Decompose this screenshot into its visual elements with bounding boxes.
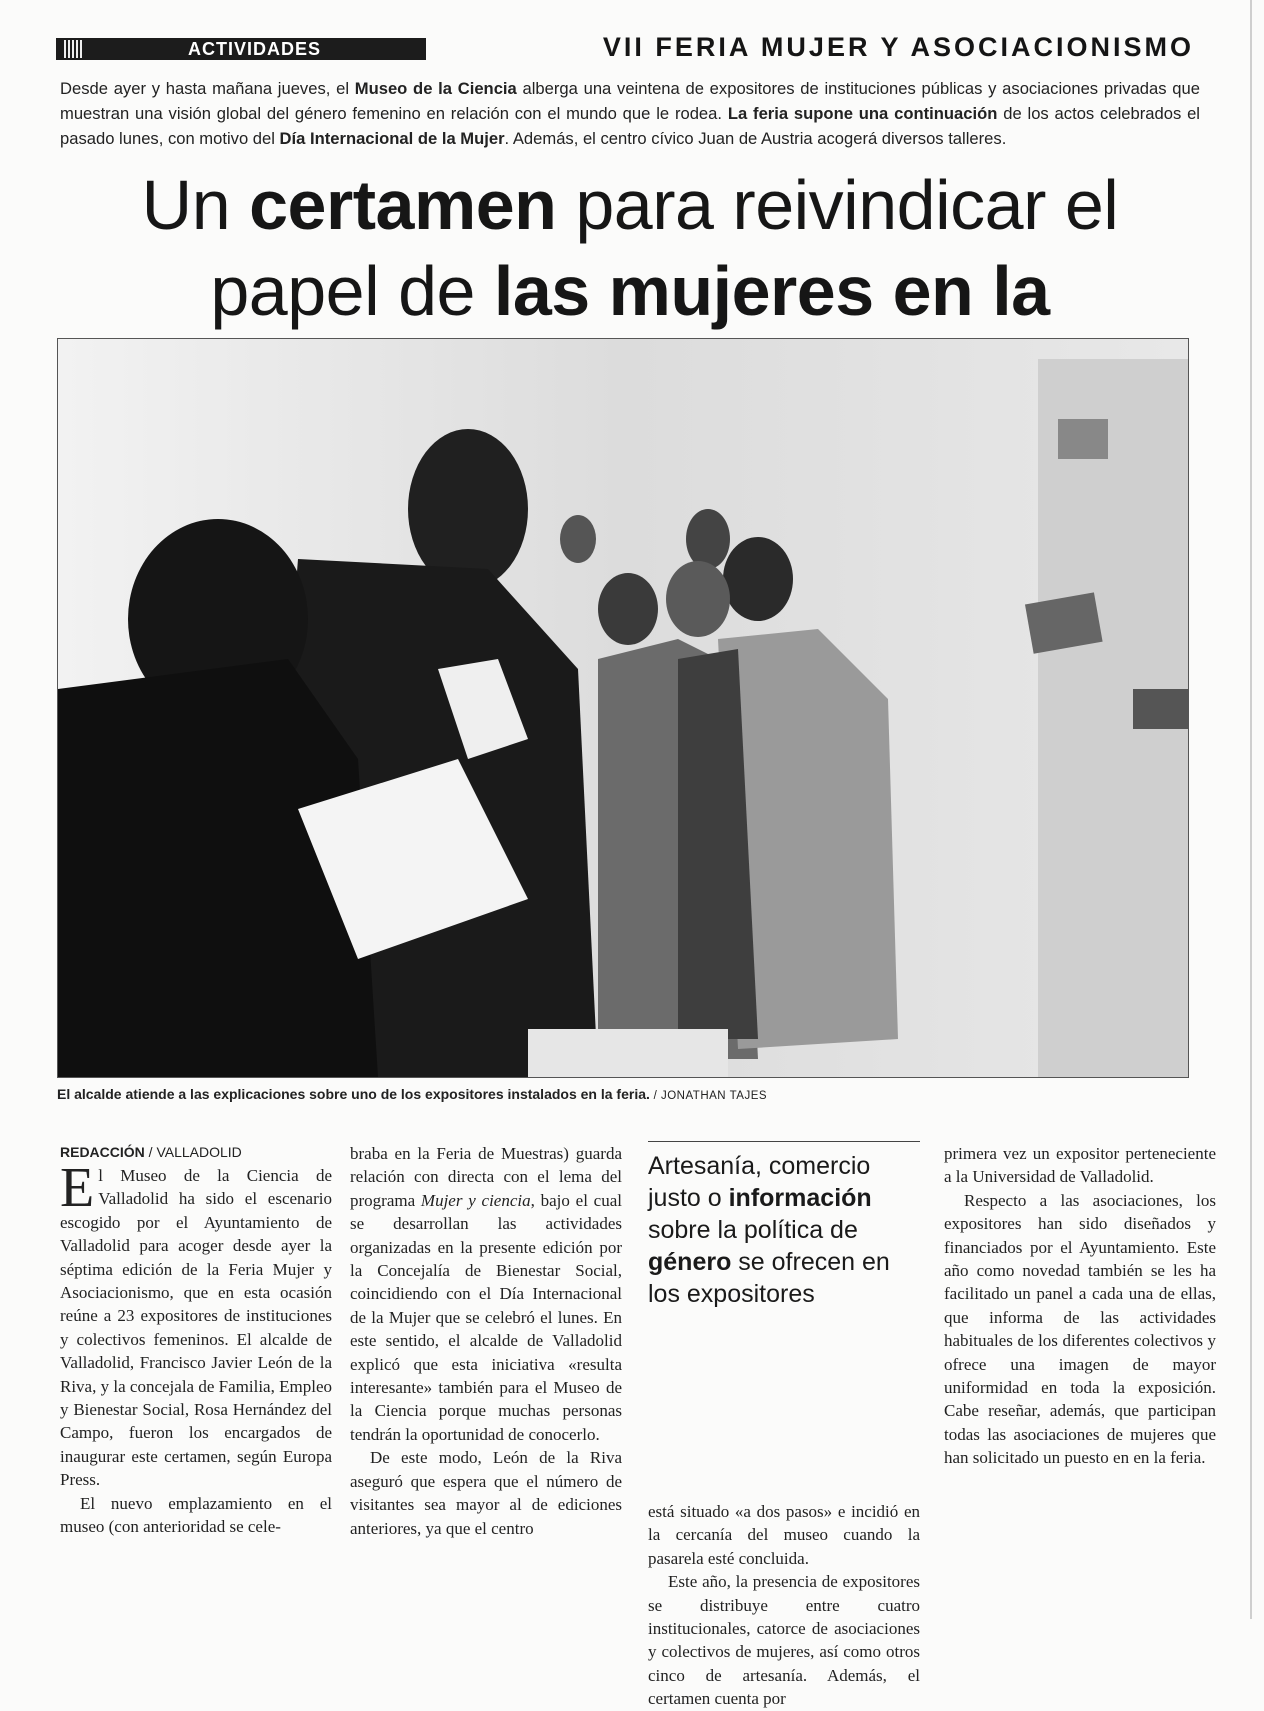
pullquote-bold: género (648, 1248, 732, 1276)
body-paragraph (60, 1157, 332, 1492)
headline-bold: las mujeres en la (493, 252, 1050, 330)
dek-text: . Además, el centro cívico Juan de Austria acogerá diversos talleres. (504, 129, 1007, 148)
program-name: Mujer y ciencia (420, 1190, 531, 1210)
pull-quote (648, 1141, 920, 1310)
pullquote-text: se ofrecen en los expositores (648, 1248, 890, 1308)
news-photo (57, 338, 1189, 1078)
body-text: l Museo de la Ciencia de Valladolid ha sido el escenario escogido por el Ayuntamiento de Valladolid para acoger desde ayer la séptima edición de la Feria Mujer y Asociacionismo, que en esta ocasión reúne a 23 expositores de instituciones y colectivos femeninos. El alcalde de Valladolid, Francisco Javier León de la Riva, y la concejala de Familia, Empleo y Bienestar Social, Rosa Hernández del Campo, fueron los encargados de inaugurar este certamen, según Europa Press. (60, 1166, 332, 1490)
dek-bold: Día Internacional de la Mujer (279, 129, 505, 148)
section-header (56, 32, 1194, 62)
headline-bold: certamen (249, 166, 557, 244)
dek-bold: La feria supone una continuación (727, 104, 998, 123)
body-paragraph: El nuevo emplazamiento en el museo (con anterioridad se cele- (60, 1493, 332, 1537)
body-text: braba en la Feria de Muestras) guarda relación con directa con el lema del programa (350, 1144, 622, 1210)
byline-author: REDACCIÓN (60, 1144, 145, 1160)
body-text: , bajo el cual se desarrollan las actividades organizadas en la presente edición por la Concejalía de Bienestar Social, coincidiendo con el Día Internacional de la Mujer que se celebró el lunes. En este sentido, el alcalde de Valladolid explicó que esta iniciativa «resulta interesante» también para el Museo de la Ciencia porque muchas personas tendrán la oportunidad de conocerlo. (350, 1190, 622, 1444)
drop-cap: E (60, 1157, 95, 1219)
pullquote-text: sobre la política de (648, 1216, 858, 1244)
dek-text: de los actos celebrados el pasado lunes, con motivo del (60, 104, 1200, 148)
feria-title: VII FERIA MUJER Y ASOCIACIONISMO (602, 32, 1194, 62)
section-label: ACTIVIDADES (188, 39, 322, 59)
dek-bold: Museo de la Ciencia (354, 79, 517, 98)
body-paragraph (350, 1142, 622, 1446)
body-column-1 (60, 1142, 332, 1539)
body-paragraph: primera vez un expositor perteneciente a la Universidad de Valladolid. (944, 1144, 1216, 1187)
pullquote-text: Artesanía, comercio justo o (648, 1152, 871, 1212)
body-paragraph: está situado «a dos pasos» e incidió en la cercanía del museo cuando la pasarela esté concluida. (648, 1502, 920, 1568)
dek-text: Desde ayer y hasta mañana jueves, el (60, 79, 355, 98)
headline-text: Un (141, 166, 250, 244)
body-column-3 (648, 1500, 920, 1711)
body-column-2 (350, 1142, 622, 1540)
section-bar (56, 38, 426, 60)
caption-text: El alcalde atiende a las explicaciones sobre uno de los expositores instalados en la feria. (57, 1086, 650, 1102)
body-paragraph: Este año, la presencia de expositores se distribuye entre cuatro institucionales, catorce de asociaciones y colectivos de mujeres, así como otros cinco de artesanía. Además, el certamen cuenta por (648, 1572, 920, 1709)
body-paragraph: Respecto a las asociaciones, los expositores han sido diseñados y financiados por el Ayuntamiento. Este año como novedad también se les ha facilitado un panel a cada una de ellas, que informa de las actividades habituales de los diferentes colectivos y ofrece una imagen de mayor uniformidad en toda la exposición. Cabe reseñar, además, que participan todas las asociaciones de mujeres que han solicitado un puesto en en la feria. (944, 1190, 1216, 1468)
headline-text: para reivindicar el papel de (210, 166, 1119, 330)
pullquote-bold: información (728, 1184, 872, 1212)
body-column-4 (944, 1142, 1216, 1470)
byline (60, 1142, 332, 1162)
section-barcode-icon (64, 40, 82, 58)
body-paragraph: De este modo, León de la Riva aseguró que espera que el número de visitantes sea mayor al de ediciones anteriores, ya que el centro (350, 1448, 622, 1538)
page-edge-rule (1250, 0, 1252, 1619)
photo-caption (57, 1086, 1187, 1102)
dek-text: alberga una veintena de expositores de instituciones públicas y asociaciones privadas que muestran una visión global del género femenino en relación con el mundo que le rodea. (60, 79, 1200, 123)
photo-credit: / JONATHAN TAJES (649, 1090, 768, 1102)
byline-place: / VALLADOLID (144, 1144, 242, 1160)
photo-illustration (58, 339, 1188, 1077)
lead-paragraph (60, 76, 1200, 151)
